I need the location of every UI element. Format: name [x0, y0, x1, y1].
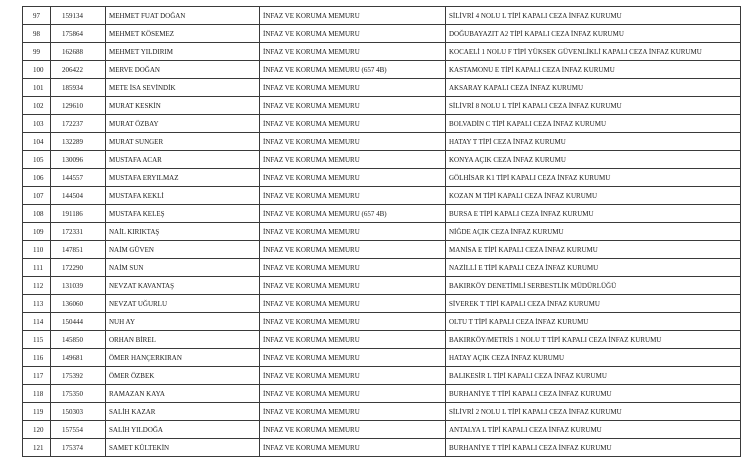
full-name-cell: MEHMET KÖSEMEZ	[106, 25, 260, 43]
full-name-cell: MUSTAFA ERYILMAZ	[106, 169, 260, 187]
registry-number-cell: 144557	[51, 169, 106, 187]
institution-cell: BURSA E TİPİ KAPALI CEZA İNFAZ KURUMU	[446, 205, 741, 223]
full-name-cell: MEHMET FUAT DOĞAN	[106, 7, 260, 25]
registry-number-cell: 172237	[51, 115, 106, 133]
registry-number-cell: 191186	[51, 205, 106, 223]
full-name-cell: ORHAN BİREL	[106, 331, 260, 349]
position-cell: İNFAZ VE KORUMA MEMURU	[260, 313, 446, 331]
position-cell: İNFAZ VE KORUMA MEMURU	[260, 277, 446, 295]
position-cell: İNFAZ VE KORUMA MEMURU	[260, 439, 446, 457]
position-cell: İNFAZ VE KORUMA MEMURU	[260, 385, 446, 403]
position-cell: İNFAZ VE KORUMA MEMURU	[260, 79, 446, 97]
table-row	[23, 97, 741, 115]
registry-number-cell: 144504	[51, 187, 106, 205]
institution-cell: BOLVADİN C TİPİ KAPALI CEZA İNFAZ KURUMU	[446, 115, 741, 133]
table-row	[23, 295, 741, 313]
table-row	[23, 205, 741, 223]
institution-cell: MANİSA E TİPİ KAPALI CEZA İNFAZ KURUMU	[446, 241, 741, 259]
institution-cell: OLTU T TİPİ KAPALI CEZA İNFAZ KURUMU	[446, 313, 741, 331]
registry-number-cell: 175374	[51, 439, 106, 457]
full-name-cell: SALİH YILDOĞA	[106, 421, 260, 439]
institution-cell: BAKIRKÖY DENETİMLİ SERBESTLİK MÜDÜRLÜĞÜ	[446, 277, 741, 295]
table-row	[23, 403, 741, 421]
full-name-cell: MUSTAFA KELEŞ	[106, 205, 260, 223]
position-cell: İNFAZ VE KORUMA MEMURU	[260, 295, 446, 313]
row-number-cell: 114	[23, 313, 51, 331]
table-row	[23, 115, 741, 133]
table-row	[23, 439, 741, 457]
table-row	[23, 25, 741, 43]
row-number-cell: 113	[23, 295, 51, 313]
full-name-cell: NAİM GÜVEN	[106, 241, 260, 259]
row-number-cell: 107	[23, 187, 51, 205]
institution-cell: SİVEREK T TİPİ KAPALI CEZA İNFAZ KURUMU	[446, 295, 741, 313]
full-name-cell: NUH AY	[106, 313, 260, 331]
position-cell: İNFAZ VE KORUMA MEMURU	[260, 97, 446, 115]
row-number-cell: 108	[23, 205, 51, 223]
table-row	[23, 385, 741, 403]
registry-number-cell: 175392	[51, 367, 106, 385]
row-number-cell: 104	[23, 133, 51, 151]
institution-cell: NAZİLLİ E TİPİ KAPALI CEZA İNFAZ KURUMU	[446, 259, 741, 277]
institution-cell: KOCAELİ 1 NOLU F TİPİ YÜKSEK GÜVENLİKLİ KAPALI CEZA İNFAZ KURUMU	[446, 43, 741, 61]
institution-cell: HATAY AÇIK CEZA İNFAZ KURUMU	[446, 349, 741, 367]
position-cell: İNFAZ VE KORUMA MEMURU	[260, 223, 446, 241]
institution-cell: KONYA AÇIK CEZA İNFAZ KURUMU	[446, 151, 741, 169]
institution-cell: SİLİVRİ 4 NOLU L TİPİ KAPALI CEZA İNFAZ KURUMU	[446, 7, 741, 25]
registry-number-cell: 149681	[51, 349, 106, 367]
position-cell: İNFAZ VE KORUMA MEMURU	[260, 367, 446, 385]
registry-number-cell: 172290	[51, 259, 106, 277]
full-name-cell: MERVE DOĞAN	[106, 61, 260, 79]
table-row	[23, 349, 741, 367]
full-name-cell: NAİM SUN	[106, 259, 260, 277]
position-cell: İNFAZ VE KORUMA MEMURU	[260, 403, 446, 421]
table-row	[23, 133, 741, 151]
row-number-cell: 121	[23, 439, 51, 457]
table-body	[23, 7, 741, 457]
row-number-cell: 116	[23, 349, 51, 367]
registry-number-cell: 150444	[51, 313, 106, 331]
institution-cell: AKSARAY KAPALI CEZA İNFAZ KURUMU	[446, 79, 741, 97]
position-cell: İNFAZ VE KORUMA MEMURU	[260, 421, 446, 439]
registry-number-cell: 129610	[51, 97, 106, 115]
institution-cell: GÖLHİSAR K1 TİPİ KAPALI CEZA İNFAZ KURUMU	[446, 169, 741, 187]
table-row	[23, 187, 741, 205]
full-name-cell: METE İSA SEVİNDİK	[106, 79, 260, 97]
institution-cell: BURHANİYE T TİPİ KAPALI CEZA İNFAZ KURUMU	[446, 385, 741, 403]
personnel-table	[22, 6, 741, 457]
registry-number-cell: 159134	[51, 7, 106, 25]
row-number-cell: 105	[23, 151, 51, 169]
institution-cell: HATAY T TİPİ CEZA İNFAZ KURUMU	[446, 133, 741, 151]
table-row	[23, 223, 741, 241]
registry-number-cell: 145850	[51, 331, 106, 349]
full-name-cell: MUSTAFA KEKLİ	[106, 187, 260, 205]
position-cell: İNFAZ VE KORUMA MEMURU (657 4B)	[260, 205, 446, 223]
row-number-cell: 112	[23, 277, 51, 295]
full-name-cell: MURAT KESKİN	[106, 97, 260, 115]
table-row	[23, 421, 741, 439]
registry-number-cell: 206422	[51, 61, 106, 79]
position-cell: İNFAZ VE KORUMA MEMURU	[260, 133, 446, 151]
full-name-cell: RAMAZAN KAYA	[106, 385, 260, 403]
position-cell: İNFAZ VE KORUMA MEMURU	[260, 7, 446, 25]
registry-number-cell: 162688	[51, 43, 106, 61]
full-name-cell: MUSTAFA ACAR	[106, 151, 260, 169]
registry-number-cell: 131039	[51, 277, 106, 295]
institution-cell: DOĞUBAYAZIT A2 TİPİ KAPALI CEZA İNFAZ KURUMU	[446, 25, 741, 43]
position-cell: İNFAZ VE KORUMA MEMURU	[260, 169, 446, 187]
row-number-cell: 109	[23, 223, 51, 241]
registry-number-cell: 147851	[51, 241, 106, 259]
registry-number-cell: 157554	[51, 421, 106, 439]
row-number-cell: 110	[23, 241, 51, 259]
full-name-cell: SAMET KÜLTEKİN	[106, 439, 260, 457]
registry-number-cell: 172331	[51, 223, 106, 241]
institution-cell: ANTALYA L TİPİ KAPALI CEZA İNFAZ KURUMU	[446, 421, 741, 439]
registry-number-cell: 175350	[51, 385, 106, 403]
full-name-cell: MURAT ÖZBAY	[106, 115, 260, 133]
row-number-cell: 100	[23, 61, 51, 79]
row-number-cell: 103	[23, 115, 51, 133]
table-row	[23, 7, 741, 25]
institution-cell: BAKIRKÖY/METRİS 1 NOLU T TİPİ KAPALI CEZA İNFAZ KURUMU	[446, 331, 741, 349]
row-number-cell: 117	[23, 367, 51, 385]
row-number-cell: 97	[23, 7, 51, 25]
full-name-cell: NEVZAT UĞURLU	[106, 295, 260, 313]
registry-number-cell: 132289	[51, 133, 106, 151]
table-row	[23, 277, 741, 295]
institution-cell: NİĞDE AÇIK CEZA İNFAZ KURUMU	[446, 223, 741, 241]
institution-cell: KOZAN M TİPİ KAPALI CEZA İNFAZ KURUMU	[446, 187, 741, 205]
registry-number-cell: 150303	[51, 403, 106, 421]
position-cell: İNFAZ VE KORUMA MEMURU	[260, 331, 446, 349]
row-number-cell: 106	[23, 169, 51, 187]
position-cell: İNFAZ VE KORUMA MEMURU	[260, 25, 446, 43]
institution-cell: KASTAMONU E TİPİ KAPALI CEZA İNFAZ KURUMU	[446, 61, 741, 79]
full-name-cell: NAİL KIRIKTAŞ	[106, 223, 260, 241]
full-name-cell: NEVZAT KAVANTAŞ	[106, 277, 260, 295]
table-row	[23, 61, 741, 79]
row-number-cell: 115	[23, 331, 51, 349]
registry-number-cell: 136060	[51, 295, 106, 313]
full-name-cell: MURAT SUNGER	[106, 133, 260, 151]
registry-number-cell: 185934	[51, 79, 106, 97]
table-row	[23, 43, 741, 61]
table-row	[23, 331, 741, 349]
position-cell: İNFAZ VE KORUMA MEMURU (657 4B)	[260, 61, 446, 79]
row-number-cell: 99	[23, 43, 51, 61]
table-row	[23, 79, 741, 97]
full-name-cell: ÖMER HANÇERKIRAN	[106, 349, 260, 367]
position-cell: İNFAZ VE KORUMA MEMURU	[260, 43, 446, 61]
table-row	[23, 151, 741, 169]
institution-cell: SİLİVRİ 8 NOLU L TİPİ KAPALI CEZA İNFAZ KURUMU	[446, 97, 741, 115]
position-cell: İNFAZ VE KORUMA MEMURU	[260, 151, 446, 169]
position-cell: İNFAZ VE KORUMA MEMURU	[260, 187, 446, 205]
table-row	[23, 367, 741, 385]
row-number-cell: 102	[23, 97, 51, 115]
table-row	[23, 313, 741, 331]
full-name-cell: SALİH KAZAR	[106, 403, 260, 421]
row-number-cell: 119	[23, 403, 51, 421]
full-name-cell: ÖMER ÖZBEK	[106, 367, 260, 385]
row-number-cell: 101	[23, 79, 51, 97]
full-name-cell: MEHMET YILDIRIM	[106, 43, 260, 61]
position-cell: İNFAZ VE KORUMA MEMURU	[260, 115, 446, 133]
position-cell: İNFAZ VE KORUMA MEMURU	[260, 259, 446, 277]
row-number-cell: 111	[23, 259, 51, 277]
row-number-cell: 118	[23, 385, 51, 403]
registry-number-cell: 175864	[51, 25, 106, 43]
registry-number-cell: 130096	[51, 151, 106, 169]
institution-cell: SİLİVRİ 2 NOLU L TİPİ KAPALI CEZA İNFAZ KURUMU	[446, 403, 741, 421]
position-cell: İNFAZ VE KORUMA MEMURU	[260, 241, 446, 259]
row-number-cell: 120	[23, 421, 51, 439]
position-cell: İNFAZ VE KORUMA MEMURU	[260, 349, 446, 367]
table-row	[23, 169, 741, 187]
row-number-cell: 98	[23, 25, 51, 43]
table-row	[23, 241, 741, 259]
table-row	[23, 259, 741, 277]
institution-cell: BURHANİYE T TİPİ KAPALI CEZA İNFAZ KURUMU	[446, 439, 741, 457]
institution-cell: BALIKESİR L TİPİ KAPALI CEZA İNFAZ KURUMU	[446, 367, 741, 385]
